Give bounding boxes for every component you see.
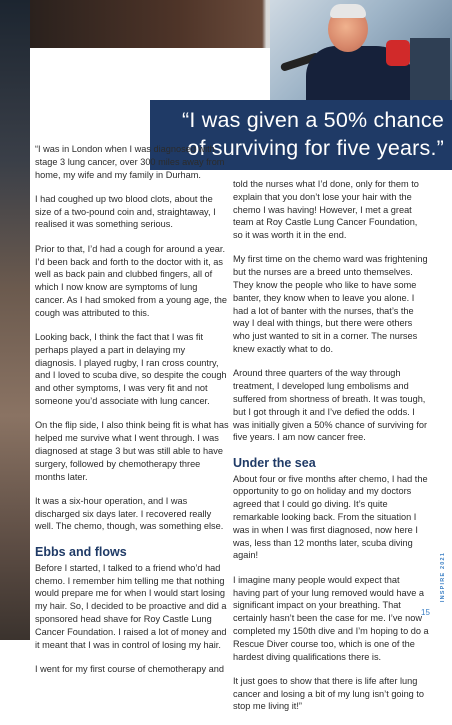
paragraph: Before I started, I talked to a friend who’d had chemo. I remember him telling me that nothing would prepare me for when I would start losing my hair. So, I decided to be proactive and did a sponsored head shave for Roy Castle Lung Cancer Foundation. I raised a lot of money and it meant that I was in control of losing my hair.	[35, 562, 227, 650]
paragraph: On the flip side, I also think being fit is what has helped me survive what I went through. I was diagnosed at stage 3 but was still able to have surgery, followed by chemotherapy three months later.	[35, 420, 229, 482]
paragraph: Prior to that, I’d had a cough for around a year. I’d been back and forth to the doctor with it, as well as back pain and clubbed fingers, all of which I now know are symptoms of lung cancer. As I had smoked from a young age, the cough was attributed to this.	[35, 243, 228, 318]
paragraph: told the nurses what I’d done, only for them to explain that you don’t lose your hair with the chemo I was having! However, I met a great team at Roy Castle Lung Cancer Foundation, so it was worth it in the end.	[233, 179, 419, 241]
paragraph: About four or five months after chemo, I had the opportunity to go on holiday and my doctors agreed that I could go diving. It’s quite remarkable looking back. From the situation I was in when I was first diagnosed, now here I was, less than 12 months later, scuba diving again!	[233, 473, 428, 561]
section-heading-ebbs: Ebbs and flows	[35, 544, 127, 559]
boat-background	[410, 38, 450, 108]
paragraph: Around three quarters of the way through treatment, I developed lung embolisms and suffered from shortness of breath. It was tough, but I got through it and I’ve defied the odds. I was initially given a 50% chance of surviving for five years. I am now cancer free.	[233, 368, 428, 443]
paragraph: It was a six-hour operation, and I was discharged six days later. I recovered really well. The chemo, though, was something else.	[35, 495, 224, 532]
section-heading-sea: Under the sea	[233, 455, 316, 470]
magazine-side-label	[437, 548, 447, 608]
page-number: 15	[421, 608, 430, 617]
paragraph: Looking back, I think the fact that I was fit perhaps played a part in delaying my diagnosis. I played rugby, I ran cross country, and I loved to scuba dive, so despite the cough and other symptoms, I was very fit and not someone you’d associate with lung cancer.	[35, 332, 227, 407]
paragraph: It just goes to show that there is life after lung cancer and losing a bit of my lung isn’t going to stop me living it!”	[233, 675, 425, 712]
paragraph: My first time on the chemo ward was frightening but the nurses are a breed unto themselves. They know the people who like to have some banter, they know when to leave you alone. I had a lot of banter with the nurses, that’s the way I deal with things, but there were others who just wanted to sit in a corner. The nurses knew exactly what to do.	[233, 254, 428, 355]
paragraph: “I was in London when I was diagnosed with stage 3 lung cancer, over 300 miles away from home, my wife and my family in Durham.	[35, 144, 225, 180]
photo-strip-left	[0, 0, 30, 640]
right-column	[233, 178, 429, 725]
pull-quote-line-1: “I was given a 50% chance	[182, 108, 444, 132]
pull-quote-line-2: of surviving for five years.”	[187, 136, 444, 160]
left-column	[35, 143, 229, 687]
side-label-text: INSPIRE 2021	[440, 551, 446, 603]
dive-gear-red	[386, 40, 410, 66]
paragraph: I had coughed up two blood clots, about the size of a two-pound coin and, straightaway, I realised it was something serious.	[35, 193, 216, 230]
diver-hair	[330, 4, 366, 18]
paragraph: I went for my first course of chemotherapy and	[35, 663, 224, 674]
paragraph: I imagine many people would expect that having part of your lung removed would have a significant impact on your breathing. That certainly hasn’t been the case for me. I’ve now completed my 150th dive and I’m hoping to do a Rescue Diver course too, which is one of the hardest diving qualifications there is.	[233, 574, 429, 662]
